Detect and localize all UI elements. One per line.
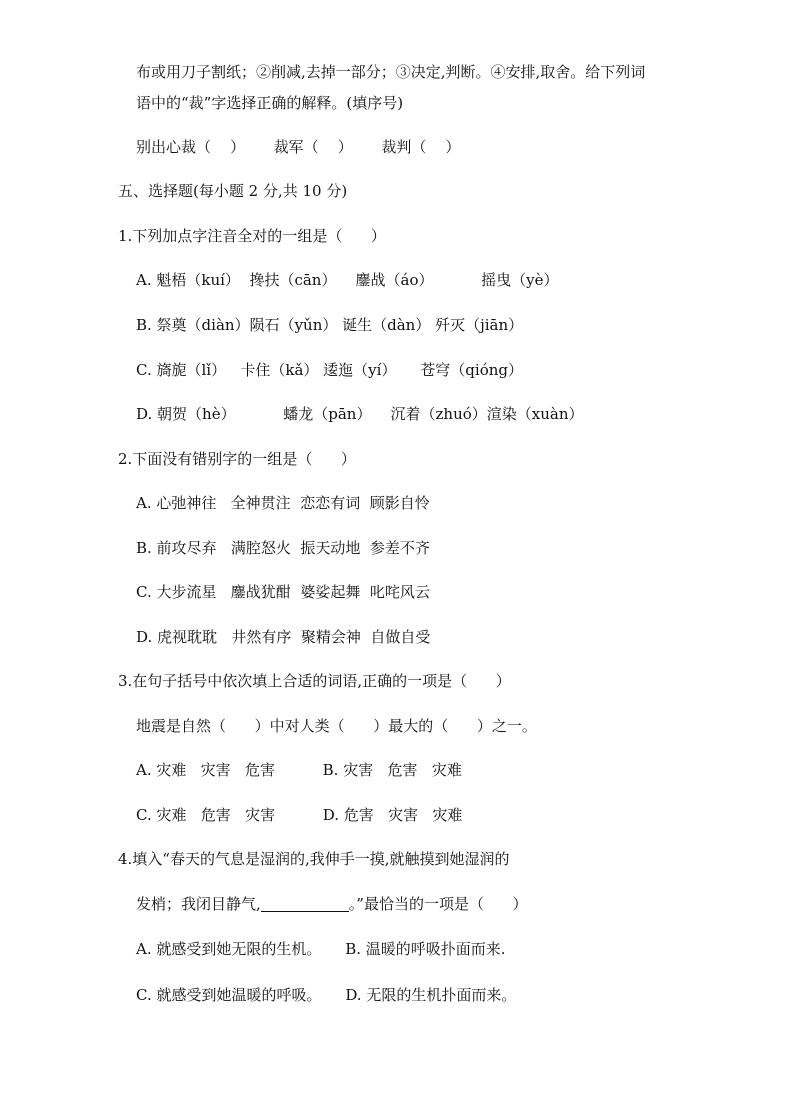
question-3: 3.在句子括号中依次填上合适的词语,正确的一项是（ ） <box>118 672 511 690</box>
option-c: C. 旖旎（lǐ） 卡住（kǎ） 逶迤（yí） 苍穹（qióng） <box>136 361 523 379</box>
option-d: D. 虎视耽耽 井然有序 聚精会神 自做自受 <box>136 628 431 646</box>
option-c: C. 大步流星 鏖战犹酣 婆娑起舞 叱咤风云 <box>136 583 430 601</box>
option-row: A. 灾难 灾害 危害 B. 灾害 危害 灾难 <box>136 761 462 779</box>
option-b: B. 前攻尽弃 满腔怒火 振天动地 参差不齐 <box>136 539 430 557</box>
option-row: C. 灾难 危害 灾害 D. 危害 灾害 灾难 <box>136 806 463 824</box>
section-heading: 五、选择题(每小题 2 分,共 10 分) <box>118 182 348 200</box>
question-1: 1.下列加点字注音全对的一组是（ ） <box>118 227 386 245</box>
question-4-continued <box>136 894 528 914</box>
option-d: D. 朝贺（hè） 蟠龙（pān） 沉着（zhuó）渲染（xuàn） <box>136 405 584 423</box>
question-3-sentence: 地震是自然（ ）中对人类（ ）最大的（ ）之一。 <box>136 717 537 735</box>
question-2: 2.下面没有错别字的一组是（ ） <box>118 450 356 468</box>
option-a: A. 心弛神往 全神贯注 恋恋有词 顾影自怜 <box>136 494 430 512</box>
text-line: 语中的“裁”字选择正确的解释。(填序号) <box>136 94 404 112</box>
fill-in-line: 别出心裁（ ） 裁军（ ） 裁判（ ） <box>136 138 461 156</box>
option-row: A. 就感受到她无限的生机。 B. 温暖的呼吸扑面而来. <box>136 940 506 958</box>
question-4: 4.填入“春天的气息是湿润的,我伸手一摸,就触摸到她湿润的 <box>118 850 510 868</box>
option-row: C. 就感受到她温暖的呼吸。 D. 无限的生机扑面而来。 <box>136 986 517 1004</box>
option-b: B. 祭奠（diàn）陨石（yǔn） 诞生（dàn） 歼灭（jiān） <box>136 316 524 334</box>
question-4-tail: 。”最恰当的一项是（ ） <box>348 895 528 913</box>
text-line: 布或用刀子割纸；②削减,去掉一部分；③决定,判断。④安排,取舍。给下列词 <box>136 63 646 81</box>
answer-blank[interactable] <box>261 897 349 912</box>
option-a: A. 魁梧（kuí） 搀扶（cān） 鏖战（áo） 摇曳（yè） <box>136 271 559 289</box>
question-4-text: 发梢；我闭目静气, <box>136 895 261 913</box>
